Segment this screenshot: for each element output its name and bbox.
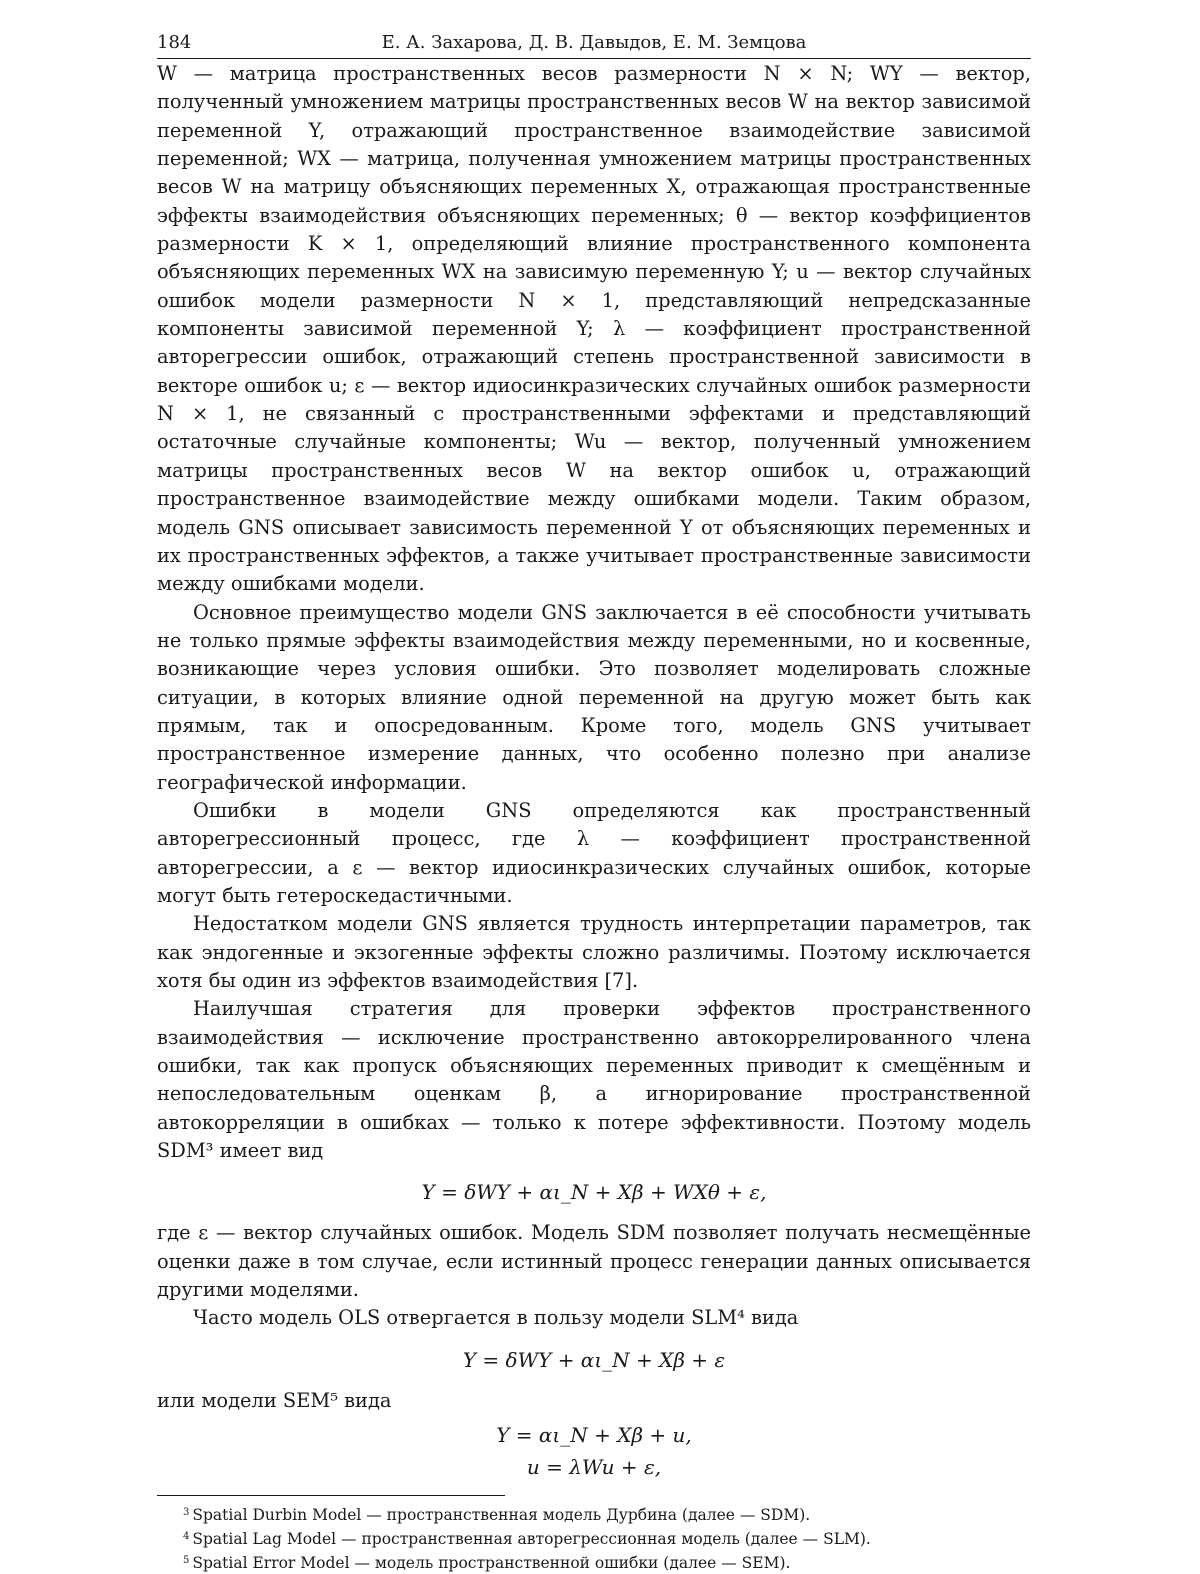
footnote	[183, 1502, 1031, 1526]
page	[157, 30, 1031, 1574]
footnote-mark: 3	[183, 1507, 190, 1519]
footnote-mark: 4	[183, 1531, 190, 1543]
paragraph: Ошибки в модели GNS определяются как пространственный авторегрессионный процесс, где λ — коэффициент пространственной авторегрессии, а ε — вектор идиосинкразических случайных ошибок, которые могут быть гетероскедастичными.	[157, 798, 1031, 907]
paragraph: Часто модель OLS отвергается в пользу модели SLM⁴ вида	[193, 1306, 799, 1330]
footnote	[183, 1550, 1031, 1574]
footnote-mark: 5	[183, 1555, 190, 1567]
formula-sdm: Y = δWY + αι_N + Xβ + WXθ + ε,	[421, 1180, 767, 1205]
paragraph: W — матрица пространственных весов размерности N × N; WY — вектор, полученный умножением матрицы пространственных весов W на вектор зависимой переменной Y, отражающий пространственное взаимодействие зависимой переменной; WX — матрица, полученная умножением матрицы пространственных весов W на матрицу объясняющих переменных X, отражающая пространственные эффекты взаимодействия объясняющих переменных; θ — вектор коэффициентов размерности K × 1, определяющий влияние пространственного компонента объясняющих переменных WX на зависимую переменную Y; u — вектор случайных ошибок модели размерности N × 1, представляющий непредсказанные компоненты зависимой переменной Y; λ — коэффициент пространственной авторегрессии ошибок, отражающий степень пространственной зависимости в векторе ошибок u; ε — вектор идиосинкразических случайных ошибок размерности N × 1, не связанный с пространственными эффектами и представляющий остаточные случайные компоненты; Wu — вектор, полученный умножением матрицы пространственных весов W на вектор ошибок u, отражающий пространственное взаимодействие между ошибками модели. Таким образом, модель GNS описывает зависимость переменной Y от объясняющих переменных и их пространственных эффектов, а также учитывает пространственные зависимости между ошибками модели.	[157, 62, 1031, 596]
paragraph: Недостатком модели GNS является трудность интерпретации параметров, так как эндогенные и экзогенные эффекты сложно различимы. Поэтому исключается хотя бы один из эффектов взаимодействия [7].	[157, 912, 1031, 992]
footnote-text: Spatial Durbin Model — пространственная модель Дурбина (далее — SDM).	[192, 1506, 811, 1525]
footnote-text: Spatial Error Model — модель пространственной ошибки (далее — SEM).	[192, 1554, 791, 1573]
formula-sem-line-1: Y = αι_N + Xβ + u,	[496, 1423, 692, 1448]
formula-sem-line-2: u = λWu + ε,	[526, 1455, 662, 1480]
paragraph: где ε — вектор случайных ошибок. Модель SDM позволяет получать несмещённые оценки даже в том случае, если истинный процесс генерации данных описывается другими моделями.	[157, 1221, 1031, 1302]
article-body	[157, 59, 1031, 1483]
formula-slm: Y = δWY + αι_N + Xβ + ε	[462, 1347, 726, 1372]
page-number: 184	[157, 32, 192, 53]
formula-sem	[157, 1419, 1031, 1483]
paragraph: Наилучшая стратегия для проверки эффектов пространственного взаимодействия — исключение пространственно автокоррелированного члена ошибки, так как пропуск объясняющих переменных приводит к смещённым и непоследовательным оценкам β, а игнорирование пространственной автокорреляции в ошибках — только к потере эффективности. Поэтому модель SDM³ имеет вид	[157, 997, 1031, 1163]
footnote	[183, 1526, 1031, 1550]
running-header	[157, 30, 1031, 59]
paragraph: Основное преимущество модели GNS заключается в её способности учитывать не только прямые эффекты взаимодействия между переменными, но и косвенные, возникающие через условия ошибки. Это позволяет моделировать сложные ситуации, в которых влияние одной переменной на другую может быть как прямым, так и опосредованным. Кроме того, модель GNS учитывает пространственное измерение данных, что особенно полезно при анализе географической информации.	[157, 600, 1031, 794]
paragraph: или модели SEM⁵ вида	[157, 1388, 392, 1412]
running-title: Е. А. Захарова, Д. В. Давыдов, Е. М. Земцова	[381, 32, 807, 53]
footnote-rule	[157, 1495, 505, 1496]
footnote-text: Spatial Lag Model — пространственная авторегрессионная модель (далее — SLM).	[192, 1530, 871, 1549]
footnotes	[157, 1502, 1031, 1574]
